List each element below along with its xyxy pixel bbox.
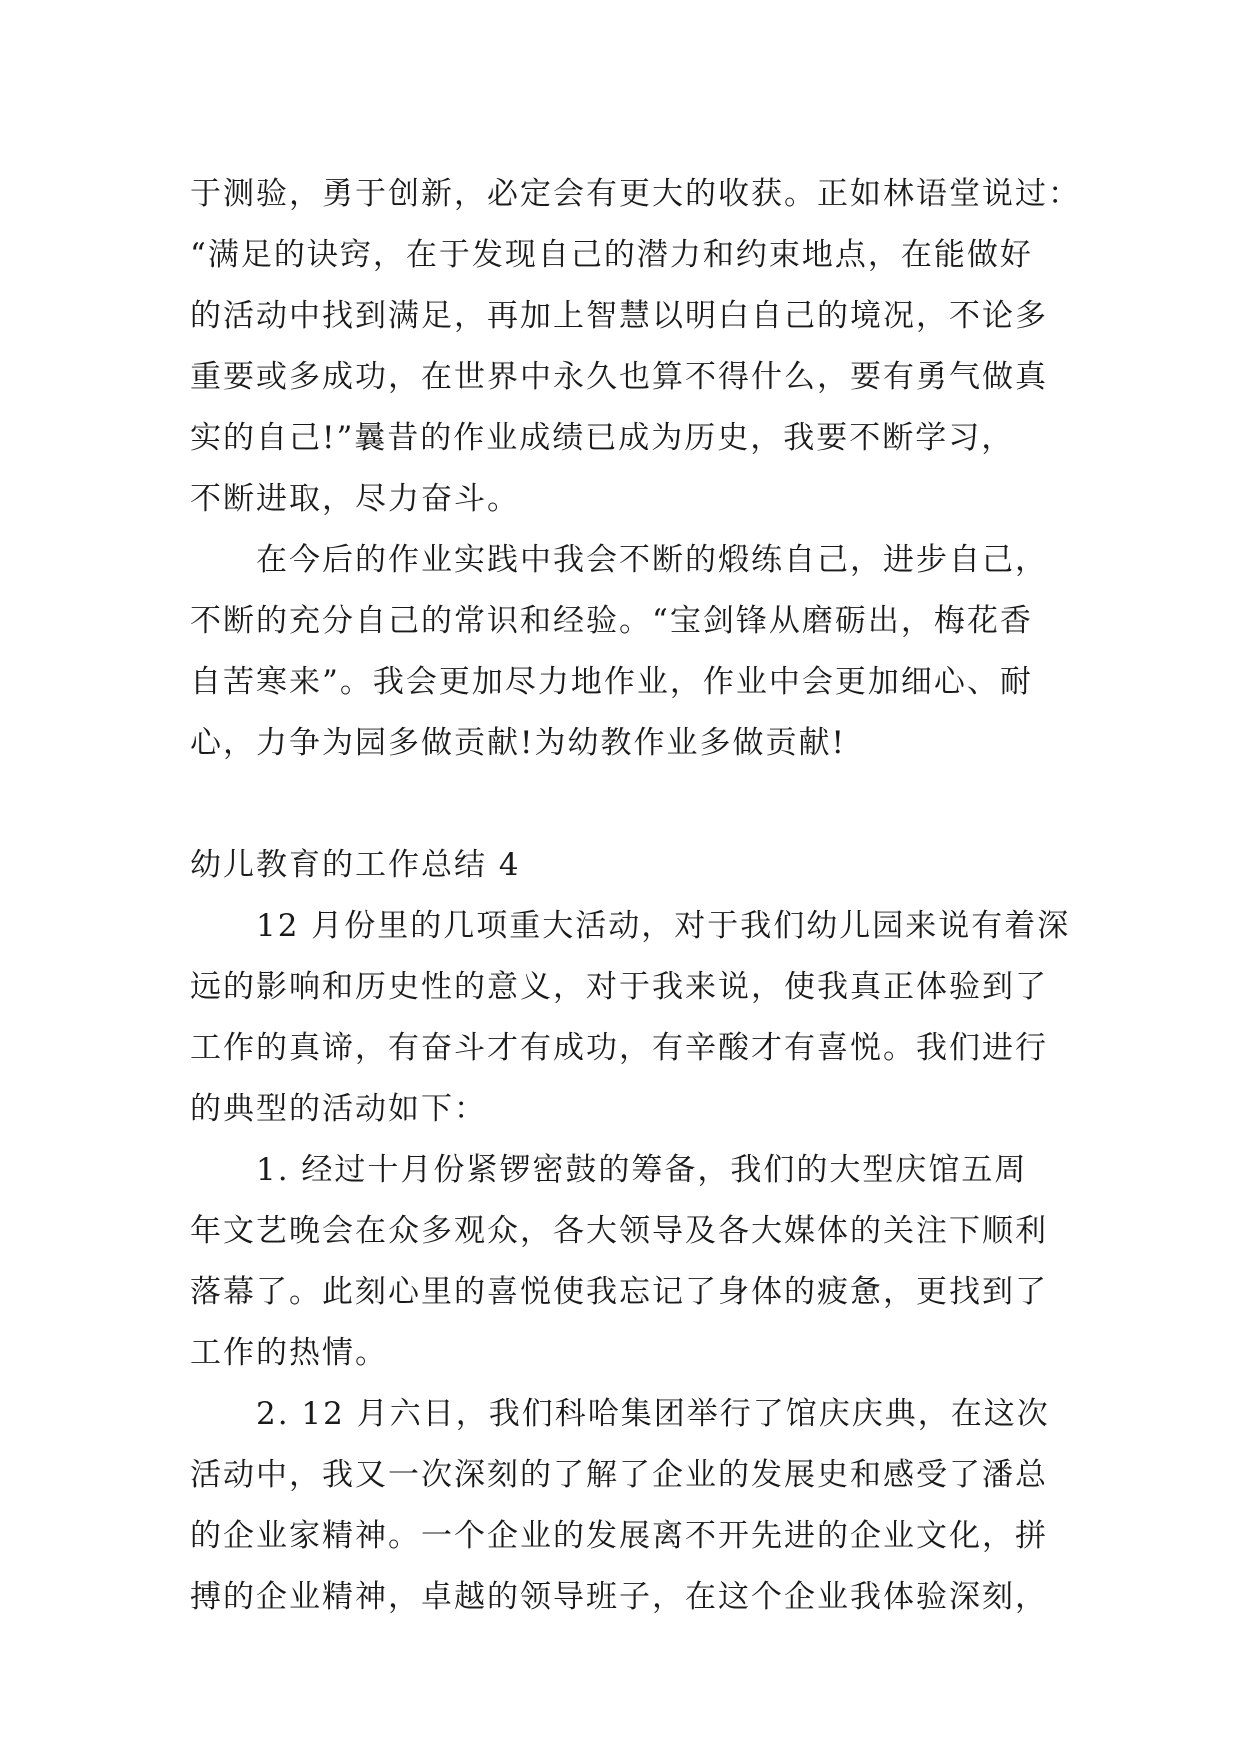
text-line: 活动中，我又一次深刻的了解了企业的发展史和感受了潘总 — [190, 1457, 1048, 1493]
text-line: 的企业家精神。一个企业的发展离不开先进的企业文化，拼 — [190, 1518, 1048, 1554]
text-line: 年文艺晚会在众多观众，各大领导及各大媒体的关注下顺利 — [190, 1213, 1048, 1249]
text-line: 不断进取，尽力奋斗。 — [190, 481, 520, 517]
text-line: 远的影响和历史性的意义，对于我来说，使我真正体验到了 — [190, 969, 1048, 1005]
text-line: 在今后的作业实践中我会不断的煅练自己，进步自己， — [256, 542, 1048, 578]
text-line: 的活动中找到满足，再加上智慧以明白自己的境况，不论多 — [190, 298, 1048, 334]
text-line: 工作的真谛，有奋斗才有成功，有辛酸才有喜悦。我们进行 — [190, 1030, 1048, 1066]
text-line: 12 月份里的几项重大活动，对于我们幼儿园来说有着深 — [256, 908, 1071, 944]
text-line: 2. 12 月六日，我们科哈集团举行了馆庆庆典，在这次 — [256, 1396, 1050, 1432]
section-paragraph-1 — [190, 896, 1070, 1140]
text-line: 1. 经过十月份紧锣密鼓的筹备，我们的大型庆馆五周 — [256, 1152, 1028, 1188]
text-line: 落幕了。此刻心里的喜悦使我忘记了身体的疲惫，更找到了 — [190, 1274, 1048, 1310]
text-line: 工作的热情。 — [190, 1335, 388, 1371]
section-paragraph-3 — [190, 1384, 1070, 1628]
text-line: 搏的企业精神，卓越的领导班子，在这个企业我体验深刻， — [190, 1579, 1048, 1615]
text-line: 实的自己!”曩昔的作业成绩已成为历史，我要不断学习， — [190, 420, 1015, 456]
paragraph-1 — [190, 164, 1081, 530]
text-line: 不断的充分自己的常识和经验。“宝剑锋从磨砺出，梅花香 — [190, 603, 1033, 639]
text-line: 重要或多成功，在世界中永久也算不得什么，要有勇气做真 — [190, 359, 1048, 395]
text-line: 的典型的活动如下： — [190, 1091, 487, 1127]
section-title: 幼儿教育的工作总结 4 — [190, 847, 521, 883]
text-line: 心，力争为园多做贡献!为幼教作业多做贡献! — [190, 725, 846, 761]
document-body — [190, 164, 1081, 1628]
paragraph-2 — [190, 530, 1070, 774]
section-paragraph-2 — [190, 1140, 1070, 1384]
text-line: 自苦寒来”。我会更加尽力地作业，作业中会更加细心、耐 — [190, 664, 1033, 700]
text-line: 于测验，勇于创新，必定会有更大的收获。正如林语堂说过： — [190, 176, 1081, 212]
text-line: “满足的诀窍，在于发现自己的潜力和约束地点，在能做好 — [190, 237, 1033, 273]
